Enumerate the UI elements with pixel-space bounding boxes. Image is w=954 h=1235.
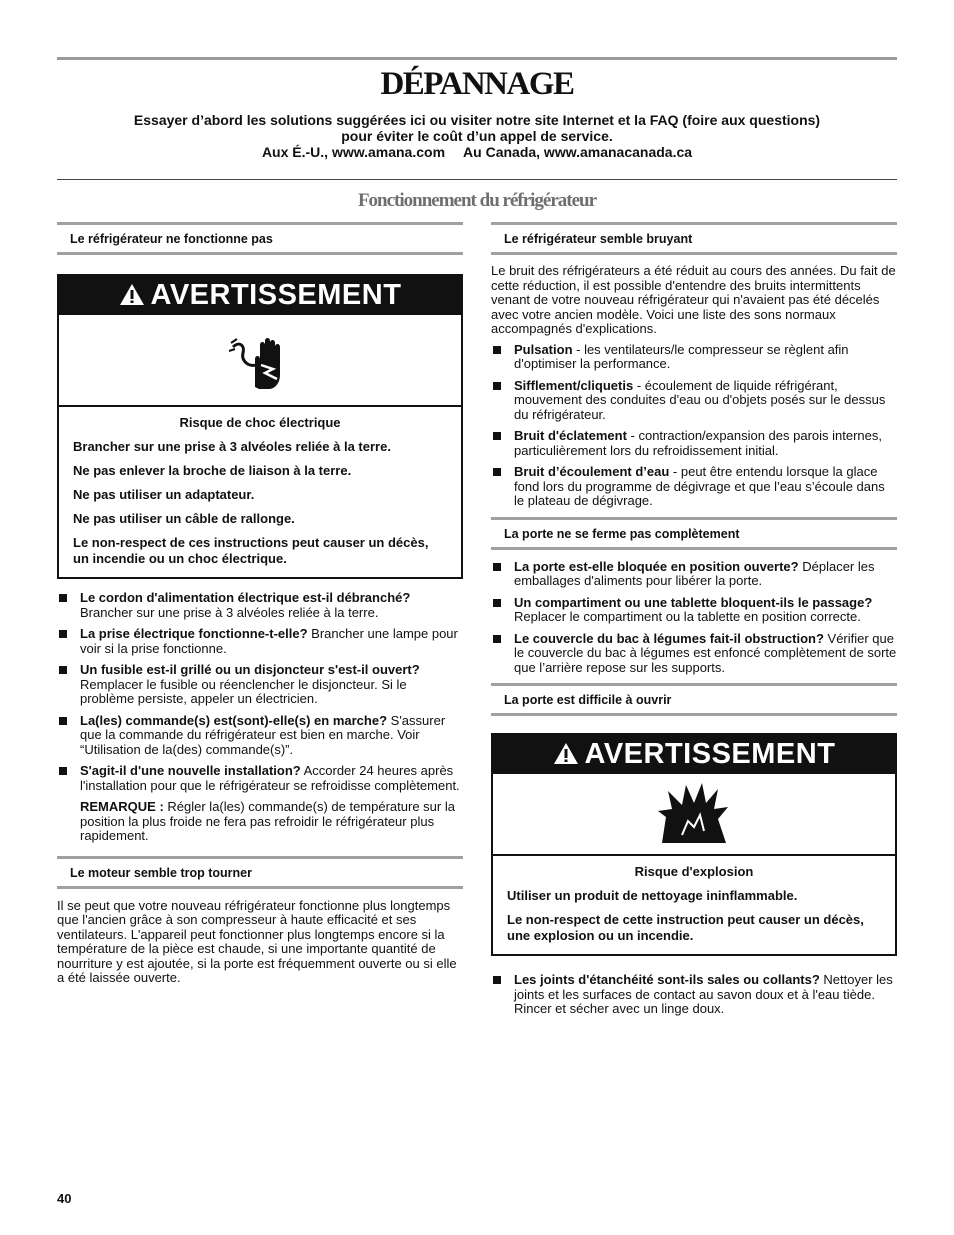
warning-line: Le non-respect de cette instruction peut causer un décès, une explosion ou un incendie. xyxy=(507,912,864,943)
note-label: REMARQUE : xyxy=(80,799,164,814)
warning-line: Le non-respect de ces instructions peut causer un décès, un incendie ou un choc électrique. xyxy=(73,535,429,566)
intro-line-2: pour éviter le coût d’un appel de service. xyxy=(341,128,613,144)
noise-list xyxy=(491,343,897,509)
page-number: 40 xyxy=(57,1191,72,1206)
explosion-icon xyxy=(493,774,895,856)
warning-header xyxy=(493,735,895,774)
motor-paragraph: Il se peut que votre nouveau réfrigérateur fonctionne plus longtemps que l'ancien grâce à son compresseur à haute efficacité et ses ventilateurs. L'appareil peut fonctionner plus longtemps encore si la température de la pièce est chaude, si une importante quantité de nourriture y est ajoutée, si la porte est fréquemment ouverte ou si elle a été laissée ouverte. xyxy=(57,897,457,985)
right-column xyxy=(491,222,897,1024)
warning-header xyxy=(59,276,461,315)
us-website: Aux É.-U., www.amana.com xyxy=(261,144,446,160)
note-text: Régler la(les) commande(s) de température sur la position la plus froide ne fera pas refroidir le réfrigérateur plus rapidement. xyxy=(80,799,455,843)
list-item: Un fusible est-il grillé ou un disjoncteur s'est-il ouvert? Remplacer le fusible ou réenclencher le disjoncteur. Si le problème persiste, appeler un électricien. xyxy=(57,663,463,707)
list-item: Bruit d’écoulement d’eau - peut être entendu lorsque la glace fond lors du programme de dégivrage et que l’eau s’écoule dans le plateau de dégivrage. xyxy=(491,465,897,509)
warning-risk: Risque de choc électrique xyxy=(179,415,341,430)
list-item: Le cordon d'alimentation électrique est-il débranché? Brancher sur une prise à 3 alvéoles reliée à la terre. xyxy=(57,591,463,620)
list-item: Un compartiment ou une tablette bloquent-ils le passage? Replacer le compartiment ou la tablette en position correcte. xyxy=(491,596,897,625)
warning-box-electric xyxy=(57,274,463,579)
warning-header-label: AVERTISSEMENT xyxy=(150,279,402,311)
warning-body xyxy=(493,856,895,954)
canada-website: Au Canada, www.amanacanada.ca xyxy=(463,144,693,160)
subhead-door-not-closing: La porte ne se ferme pas complètement xyxy=(491,517,897,550)
warning-risk: Risque d'explosion xyxy=(634,864,754,879)
checklist-fridge-not-working xyxy=(57,591,463,793)
warning-line: Ne pas utiliser un câble de rallonge. xyxy=(73,511,295,526)
list-item: Bruit d'éclatement - contraction/expansion des parois internes, particulièrement lors du refroidissement initial. xyxy=(491,429,897,458)
list-item: Sifflement/cliquetis - écoulement de liquide réfrigérant, mouvement des conduites d'eau ou d'objets posés sur le dessus du réfrigérateur. xyxy=(491,379,897,423)
warning-triangle-icon xyxy=(553,737,579,776)
electric-shock-hand-icon xyxy=(59,315,461,407)
noise-paragraph: Le bruit des réfrigérateurs a été réduit au cours des années. Du fait de cette réduction, il est possible d'entendre des bruits intermittents venant de votre nouveau réfrigérateur qui n'avaient pas été décelés avec votre ancien modèle. Voici une liste des sons normaux accompagnés d'explications. xyxy=(491,263,896,336)
door-list xyxy=(491,560,897,676)
list-item: La(les) commande(s) est(sont)-elle(s) en marche? S'assurer que la commande du réfrigérateur est bien en marche. Voir “Utilisation de la(des) commande(s)”. xyxy=(57,714,463,758)
warning-header-label: AVERTISSEMENT xyxy=(584,738,836,770)
warning-box-explosion xyxy=(491,733,897,956)
section-title: Fonctionnement du réfrigérateur xyxy=(357,190,597,211)
intro-websites xyxy=(57,144,897,160)
subhead-fridge-not-working: Le réfrigérateur ne fonctionne pas xyxy=(57,222,463,255)
top-rule xyxy=(57,57,897,60)
list-item: Les joints d'étanchéité sont-ils sales ou collants? Nettoyer les joints et les surfaces de contact au savon doux et à l'eau tiède. Rincer et sécher avec un linge doux. xyxy=(491,973,897,1017)
list-item: S'agit-il d'une nouvelle installation? Accorder 24 heures après l'installation pour que le réfrigérateur se refroidisse complètement. xyxy=(57,764,463,793)
subhead-door-hard-to-open: La porte est difficile à ouvrir xyxy=(491,683,897,716)
note xyxy=(57,800,463,844)
list-item: La prise électrique fonctionne-t-elle? Brancher une lampe pour voir si la prise fonctionne. xyxy=(57,627,463,656)
warning-triangle-icon xyxy=(119,278,145,317)
warning-line: Utiliser un produit de nettoyage ininflammable. xyxy=(507,888,798,903)
warning-body xyxy=(59,407,461,577)
intro-text xyxy=(57,112,897,160)
intro-line-1: Essayer d’abord les solutions suggérées ici ou visiter notre site Internet et la FAQ (foire aux questions) xyxy=(133,112,821,128)
list-item: La porte est-elle bloquée en position ouverte? Déplacer les emballages d'aliments pour libérer la porte. xyxy=(491,560,897,589)
list-item: Le couvercle du bac à légumes fait-il obstruction? Vérifier que le couvercle du bac à légumes est enfoncé complètement de sorte que l’arrière repose sur les supports. xyxy=(491,632,897,676)
list-item: Pulsation - les ventilateurs/le compresseur se règlent afin d'optimiser la performance. xyxy=(491,343,897,372)
subhead-fridge-noisy: Le réfrigérateur semble bruyant xyxy=(491,222,897,255)
warning-line: Ne pas utiliser un adaptateur. xyxy=(73,487,255,502)
door-open-list xyxy=(491,973,897,1017)
section-rule xyxy=(57,179,897,180)
page-title: DÉPANNAGE xyxy=(380,66,574,102)
warning-line: Ne pas enlever la broche de liaison à la terre. xyxy=(73,463,352,478)
left-column xyxy=(57,222,463,986)
subhead-motor-runs-too-much: Le moteur semble trop tourner xyxy=(57,856,463,889)
warning-line: Brancher sur une prise à 3 alvéoles reliée à la terre. xyxy=(73,439,391,454)
